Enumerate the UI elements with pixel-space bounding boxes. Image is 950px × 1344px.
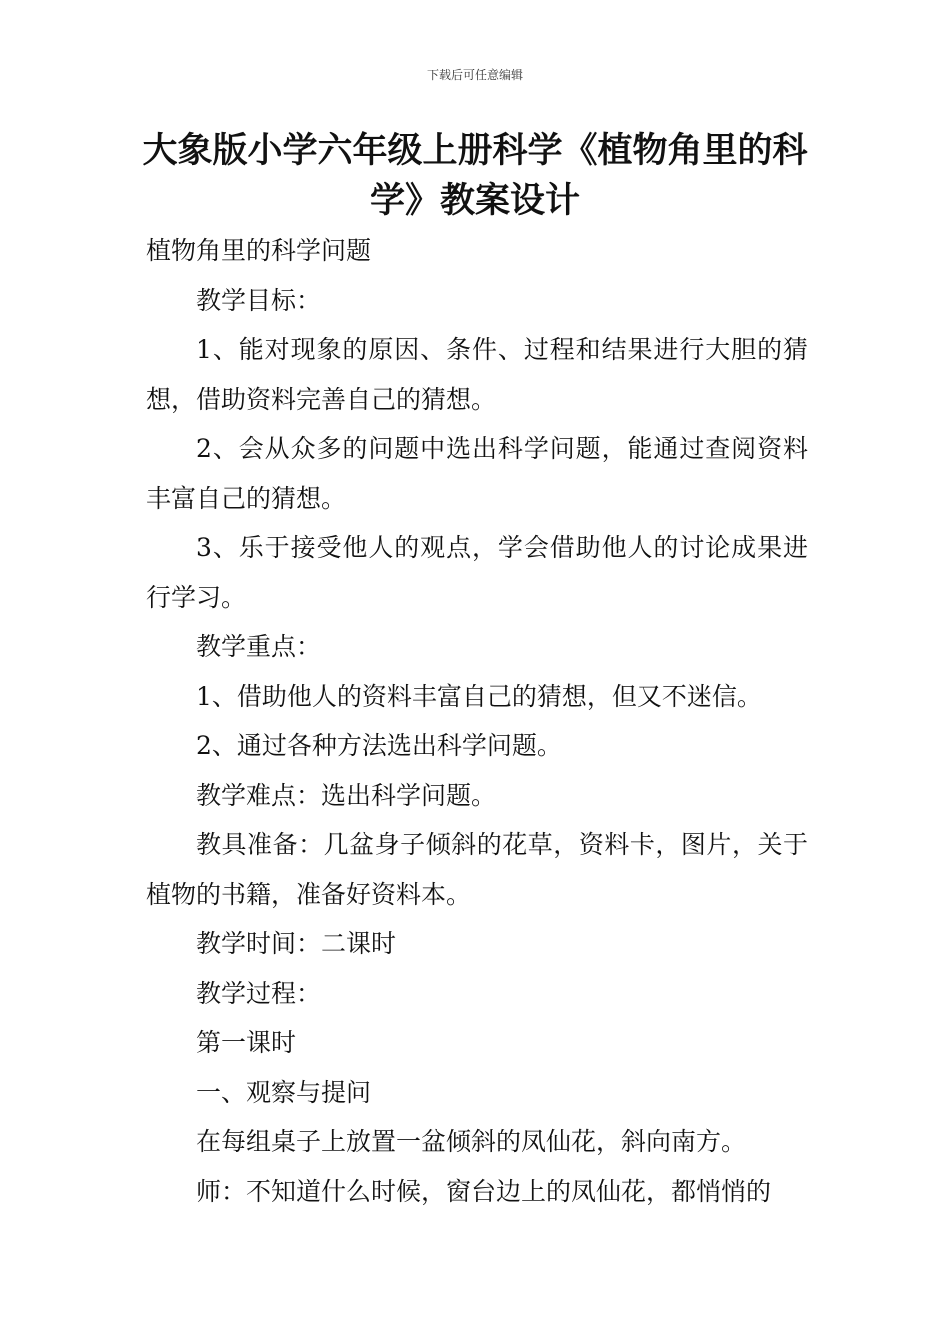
body-paragraph: 2、会从众多的问题中选出科学问题，能通过查阅资料丰富自己的猜想。 (146, 434, 808, 513)
body-paragraph: 植物角里的科学问题 (146, 236, 372, 265)
body-paragraph: 师：不知道什么时候，窗台边上的凤仙花，都悄悄的 (196, 1176, 772, 1206)
body-paragraph: 教学重点： (196, 632, 322, 661)
document-title: 大象版小学六年级上册科学《植物角里的科学》教案设计 (142, 131, 808, 221)
header-note: 下载后可任意编辑 (426, 68, 523, 82)
body-paragraph: 1、能对现象的原因、条件、过程和结果进行大胆的猜想，借助资料完善自己的猜想。 (146, 335, 808, 414)
body-paragraph: 第一课时 (196, 1028, 297, 1057)
body-paragraph: 教学过程： (196, 978, 322, 1008)
body-paragraph: 2、通过各种方法选出科学问题。 (196, 731, 562, 760)
body-paragraph: 3、乐于接受他人的观点，学会借助他人的讨论成果进行学习。 (146, 533, 808, 612)
body-paragraph: 在每组桌子上放置一盆倾斜的凤仙花，斜向南方。 (196, 1127, 747, 1156)
body-paragraph: 一、观察与提问 (196, 1077, 372, 1107)
document-body (146, 226, 808, 1216)
body-paragraph: 1、借助他人的资料丰富自己的猜想，但又不迷信。 (196, 681, 762, 711)
body-paragraph: 教学目标： (196, 285, 322, 315)
body-paragraph: 教学难点：选出科学问题。 (196, 780, 497, 810)
body-paragraph: 教具准备：几盆身子倾斜的花草，资料卡，图片，关于植物的书籍，准备好资料本。 (146, 830, 808, 909)
body-paragraph: 教学时间：二课时 (196, 929, 397, 958)
